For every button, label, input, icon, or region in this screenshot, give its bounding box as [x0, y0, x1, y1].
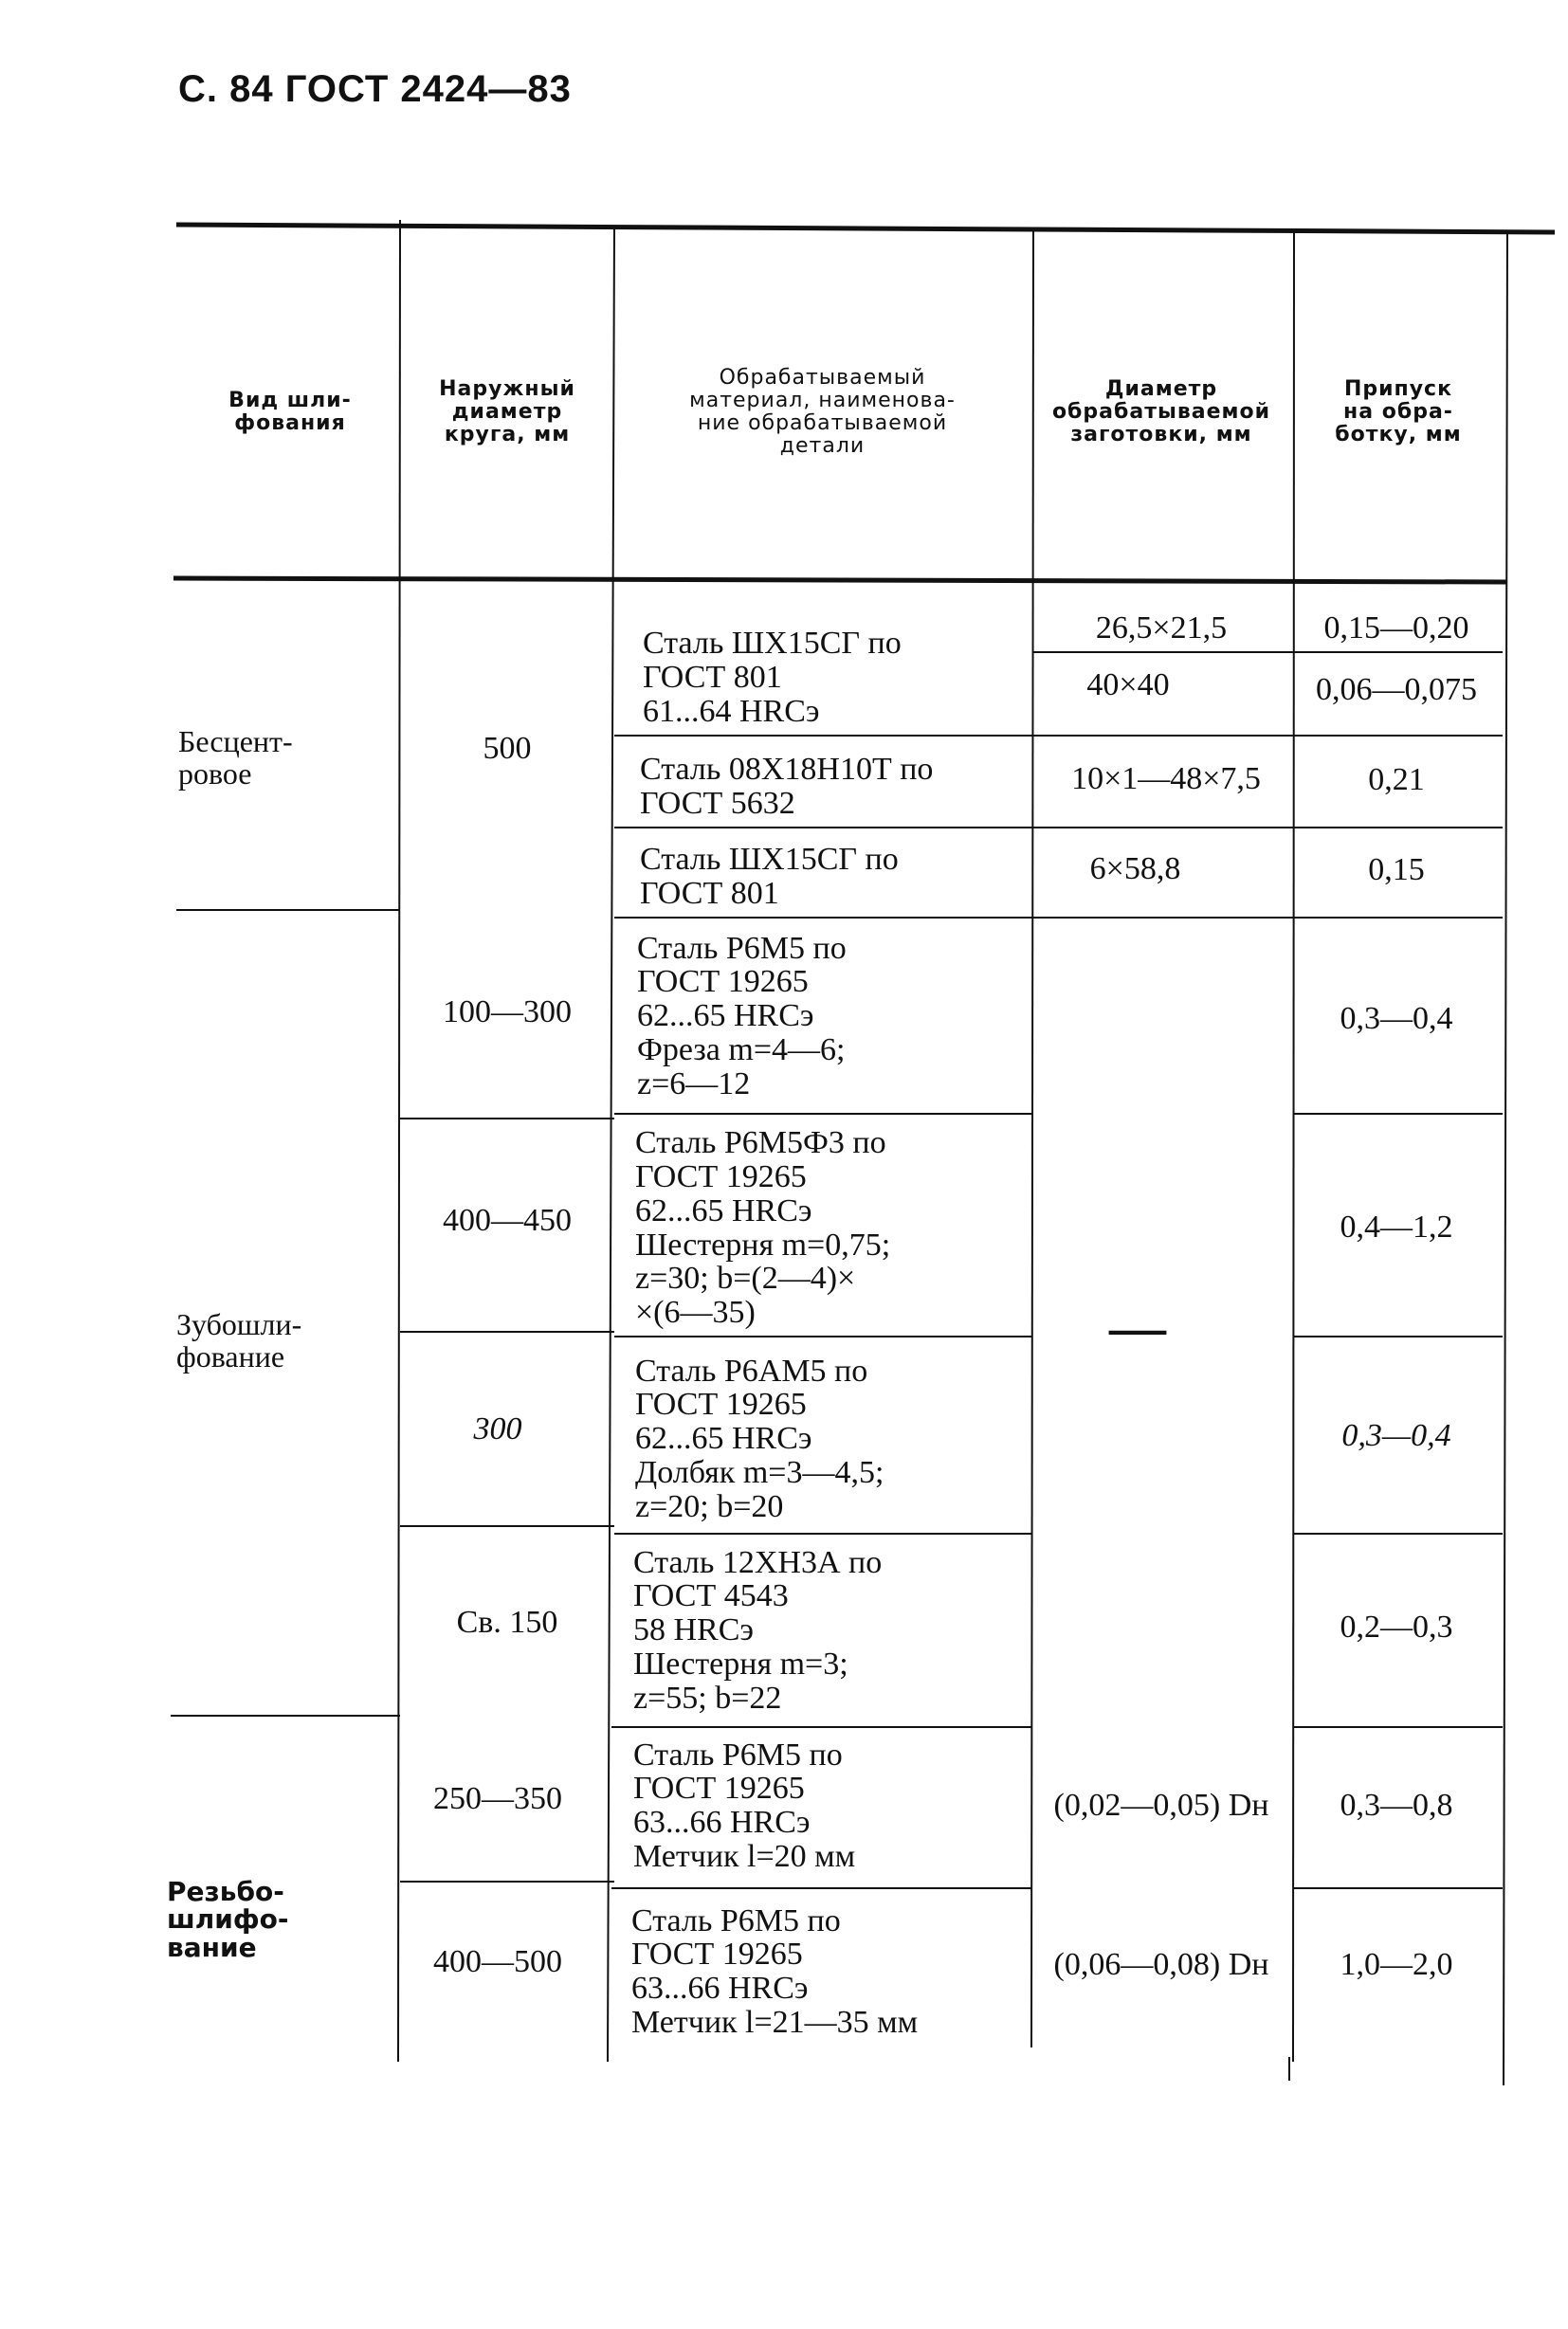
workpiece-diameter: 26,5×21,5 — [1095, 610, 1228, 646]
table-rule-line — [1031, 227, 1033, 2047]
workpiece-diameter-dash: — — [1109, 1295, 1166, 1358]
workpiece-diameter: 10×1—48×7,5 — [1071, 761, 1261, 797]
table-rule-line — [1504, 232, 1507, 2085]
allowance-value: 0,2—0,3 — [1340, 1610, 1453, 1646]
table-rule-line — [173, 578, 1507, 582]
grinding-type-centerless: Бесцент- ровое — [178, 724, 293, 791]
wheel-diameter: 250—350 — [433, 1781, 562, 1817]
header-grinding-type: Вид шли- фования — [228, 388, 352, 435]
wheel-diameter: 300 — [473, 1411, 522, 1447]
material-cell: Сталь Р6М5 по ГОСТ 19265 63...66 HRCэ Метчик l=21—35 мм — [631, 1902, 919, 2040]
wheel-diameter: 400—500 — [433, 1944, 562, 1980]
wheel-diameter: 100—300 — [443, 994, 572, 1030]
table-rule-line — [398, 220, 400, 2062]
material-cell: Сталь Р6М5 по ГОСТ 19265 63...66 HRCэ Метчик l=20 мм — [633, 1737, 856, 1874]
wheel-diameter: Св. 150 — [456, 1605, 558, 1641]
wheel-diameter: 500 — [483, 731, 532, 767]
allowance-value: 0,21 — [1368, 761, 1425, 797]
header-material: Обрабатываемый материал, наименова- ние обрабатываемой детали — [689, 365, 956, 459]
allowance-value: 0,3—0,8 — [1340, 1788, 1453, 1824]
workpiece-diameter: (0,06—0,08) Dн — [1053, 1947, 1269, 1983]
allowance-value: 0,3—0,4 — [1341, 1418, 1451, 1454]
header-workpiece-diameter: Диаметр обрабатываемой заготовки, мм — [1051, 376, 1271, 447]
allowance-value: 0,3—0,4 — [1340, 1001, 1453, 1037]
grinding-type-thread: Резьбо- шлифо- вание — [167, 1875, 289, 1963]
workpiece-diameter: (0,02—0,05) Dн — [1053, 1788, 1269, 1824]
material-cell: Сталь Р6М5 по ГОСТ 19265 62...65 HRCэ Фреза m=4—6; z=6—12 — [637, 930, 847, 1101]
allowance-value: 0,06—0,075 — [1316, 671, 1477, 707]
table-rule-line — [176, 225, 1555, 232]
wheel-diameter: 400—450 — [443, 1203, 572, 1239]
material-cell: Сталь 12ХН3А по ГОСТ 4543 58 HRCэ Шестерня m=3; z=55; b=22 — [633, 1544, 883, 1716]
allowance-value: 1,0—2,0 — [1340, 1947, 1453, 1983]
header-allowance: Припуск на обра- ботку, мм — [1335, 376, 1462, 447]
material-cell: Сталь 08Х18Н10Т по ГОСТ 5632 — [640, 752, 934, 821]
allowance-value: 0,15 — [1368, 851, 1425, 887]
material-cell: Сталь Р6М5Ф3 по ГОСТ 19265 62...65 HRCэ Шестерня m=0,75; z=30; b=(2—4)× ×(6—35) — [635, 1125, 891, 1330]
table-rule-line — [1293, 229, 1294, 2062]
allowance-value: 0,15—0,20 — [1323, 610, 1469, 646]
table-rule-line — [608, 226, 614, 2062]
material-cell: Сталь ШХ15СГ по ГОСТ 801 — [640, 842, 899, 911]
header-wheel-diameter: Наружный диаметр круга, мм — [439, 376, 575, 447]
workpiece-diameter: 40×40 — [1086, 666, 1170, 702]
allowance-value: 0,4—1,2 — [1340, 1210, 1453, 1246]
workpiece-diameter: 6×58,8 — [1089, 851, 1181, 887]
material-cell: Сталь Р6АМ5 по ГОСТ 19265 62...65 HRCэ Долбяк m=3—4,5; z=20; b=20 — [635, 1353, 884, 1524]
material-cell: Сталь ШХ15СГ по ГОСТ 801 61...64 HRCэ — [643, 626, 902, 729]
page-header: С. 84 ГОСТ 2424—83 — [178, 68, 572, 110]
grinding-type-gear: Зубошли- фование — [176, 1307, 302, 1374]
